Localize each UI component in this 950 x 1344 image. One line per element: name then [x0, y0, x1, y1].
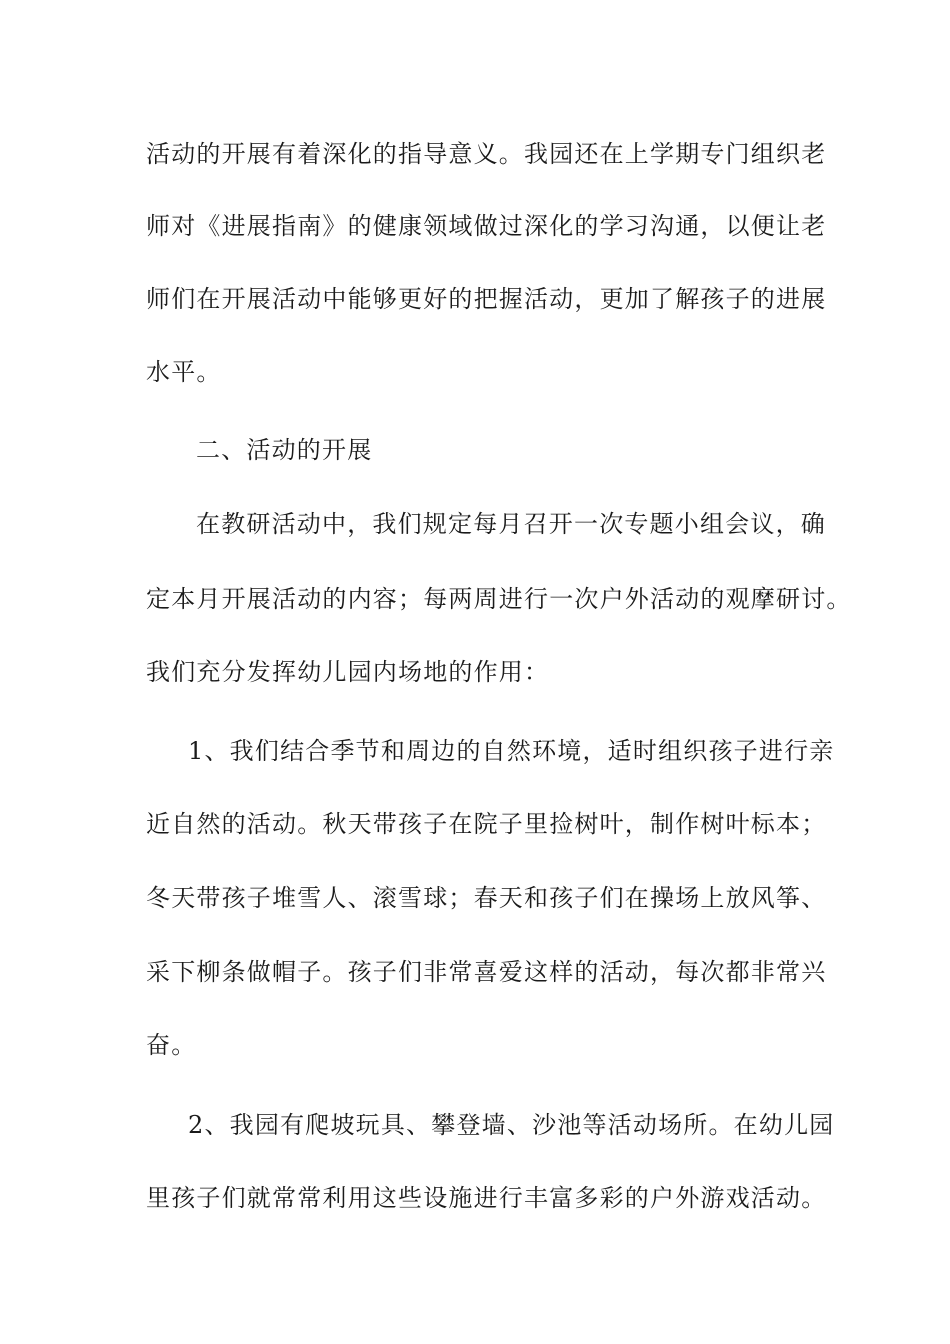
- paragraph-line-7: 我们充分发挥幼儿园内场地的作用：: [146, 658, 550, 686]
- list-item-2-line-1: 2、我园有爬坡玩具、攀登墙、沙池等活动场所。在幼儿园: [188, 1111, 835, 1139]
- list-item-1-line-1: 1、我们结合季节和周边的自然环境，适时组织孩子进行亲: [188, 737, 835, 765]
- section-heading: 二、活动的开展: [196, 436, 373, 464]
- list-item-1-line-4: 采下柳条做帽子。孩子们非常喜爱这样的活动，每次都非常兴: [146, 958, 827, 986]
- paragraph-line-2: 师对《进展指南》的健康领域做过深化的学习沟通，以便让老: [146, 212, 827, 240]
- paragraph-line-5: 在教研活动中，我们规定每月召开一次专题小组会议，确: [196, 510, 826, 538]
- paragraph-line-4: 水平。: [146, 358, 222, 386]
- paragraph-line-6: 定本月开展活动的内容；每两周进行一次户外活动的观摩研讨。: [146, 585, 852, 613]
- paragraph-line-1: 活动的开展有着深化的指导意义。我园还在上学期专门组织老: [146, 140, 827, 168]
- list-item-1-line-3: 冬天带孩子堆雪人、滚雪球；春天和孩子们在操场上放风筝、: [146, 884, 827, 912]
- list-item-2-line-2: 里孩子们就常常利用这些设施进行丰富多彩的户外游戏活动。: [146, 1184, 827, 1212]
- list-item-1-line-2: 近自然的活动。秋天带孩子在院子里捡树叶，制作树叶标本；: [146, 810, 827, 838]
- list-item-1-line-5: 奋。: [146, 1031, 197, 1059]
- paragraph-line-3: 师们在开展活动中能够更好的把握活动，更加了解孩子的进展: [146, 285, 827, 313]
